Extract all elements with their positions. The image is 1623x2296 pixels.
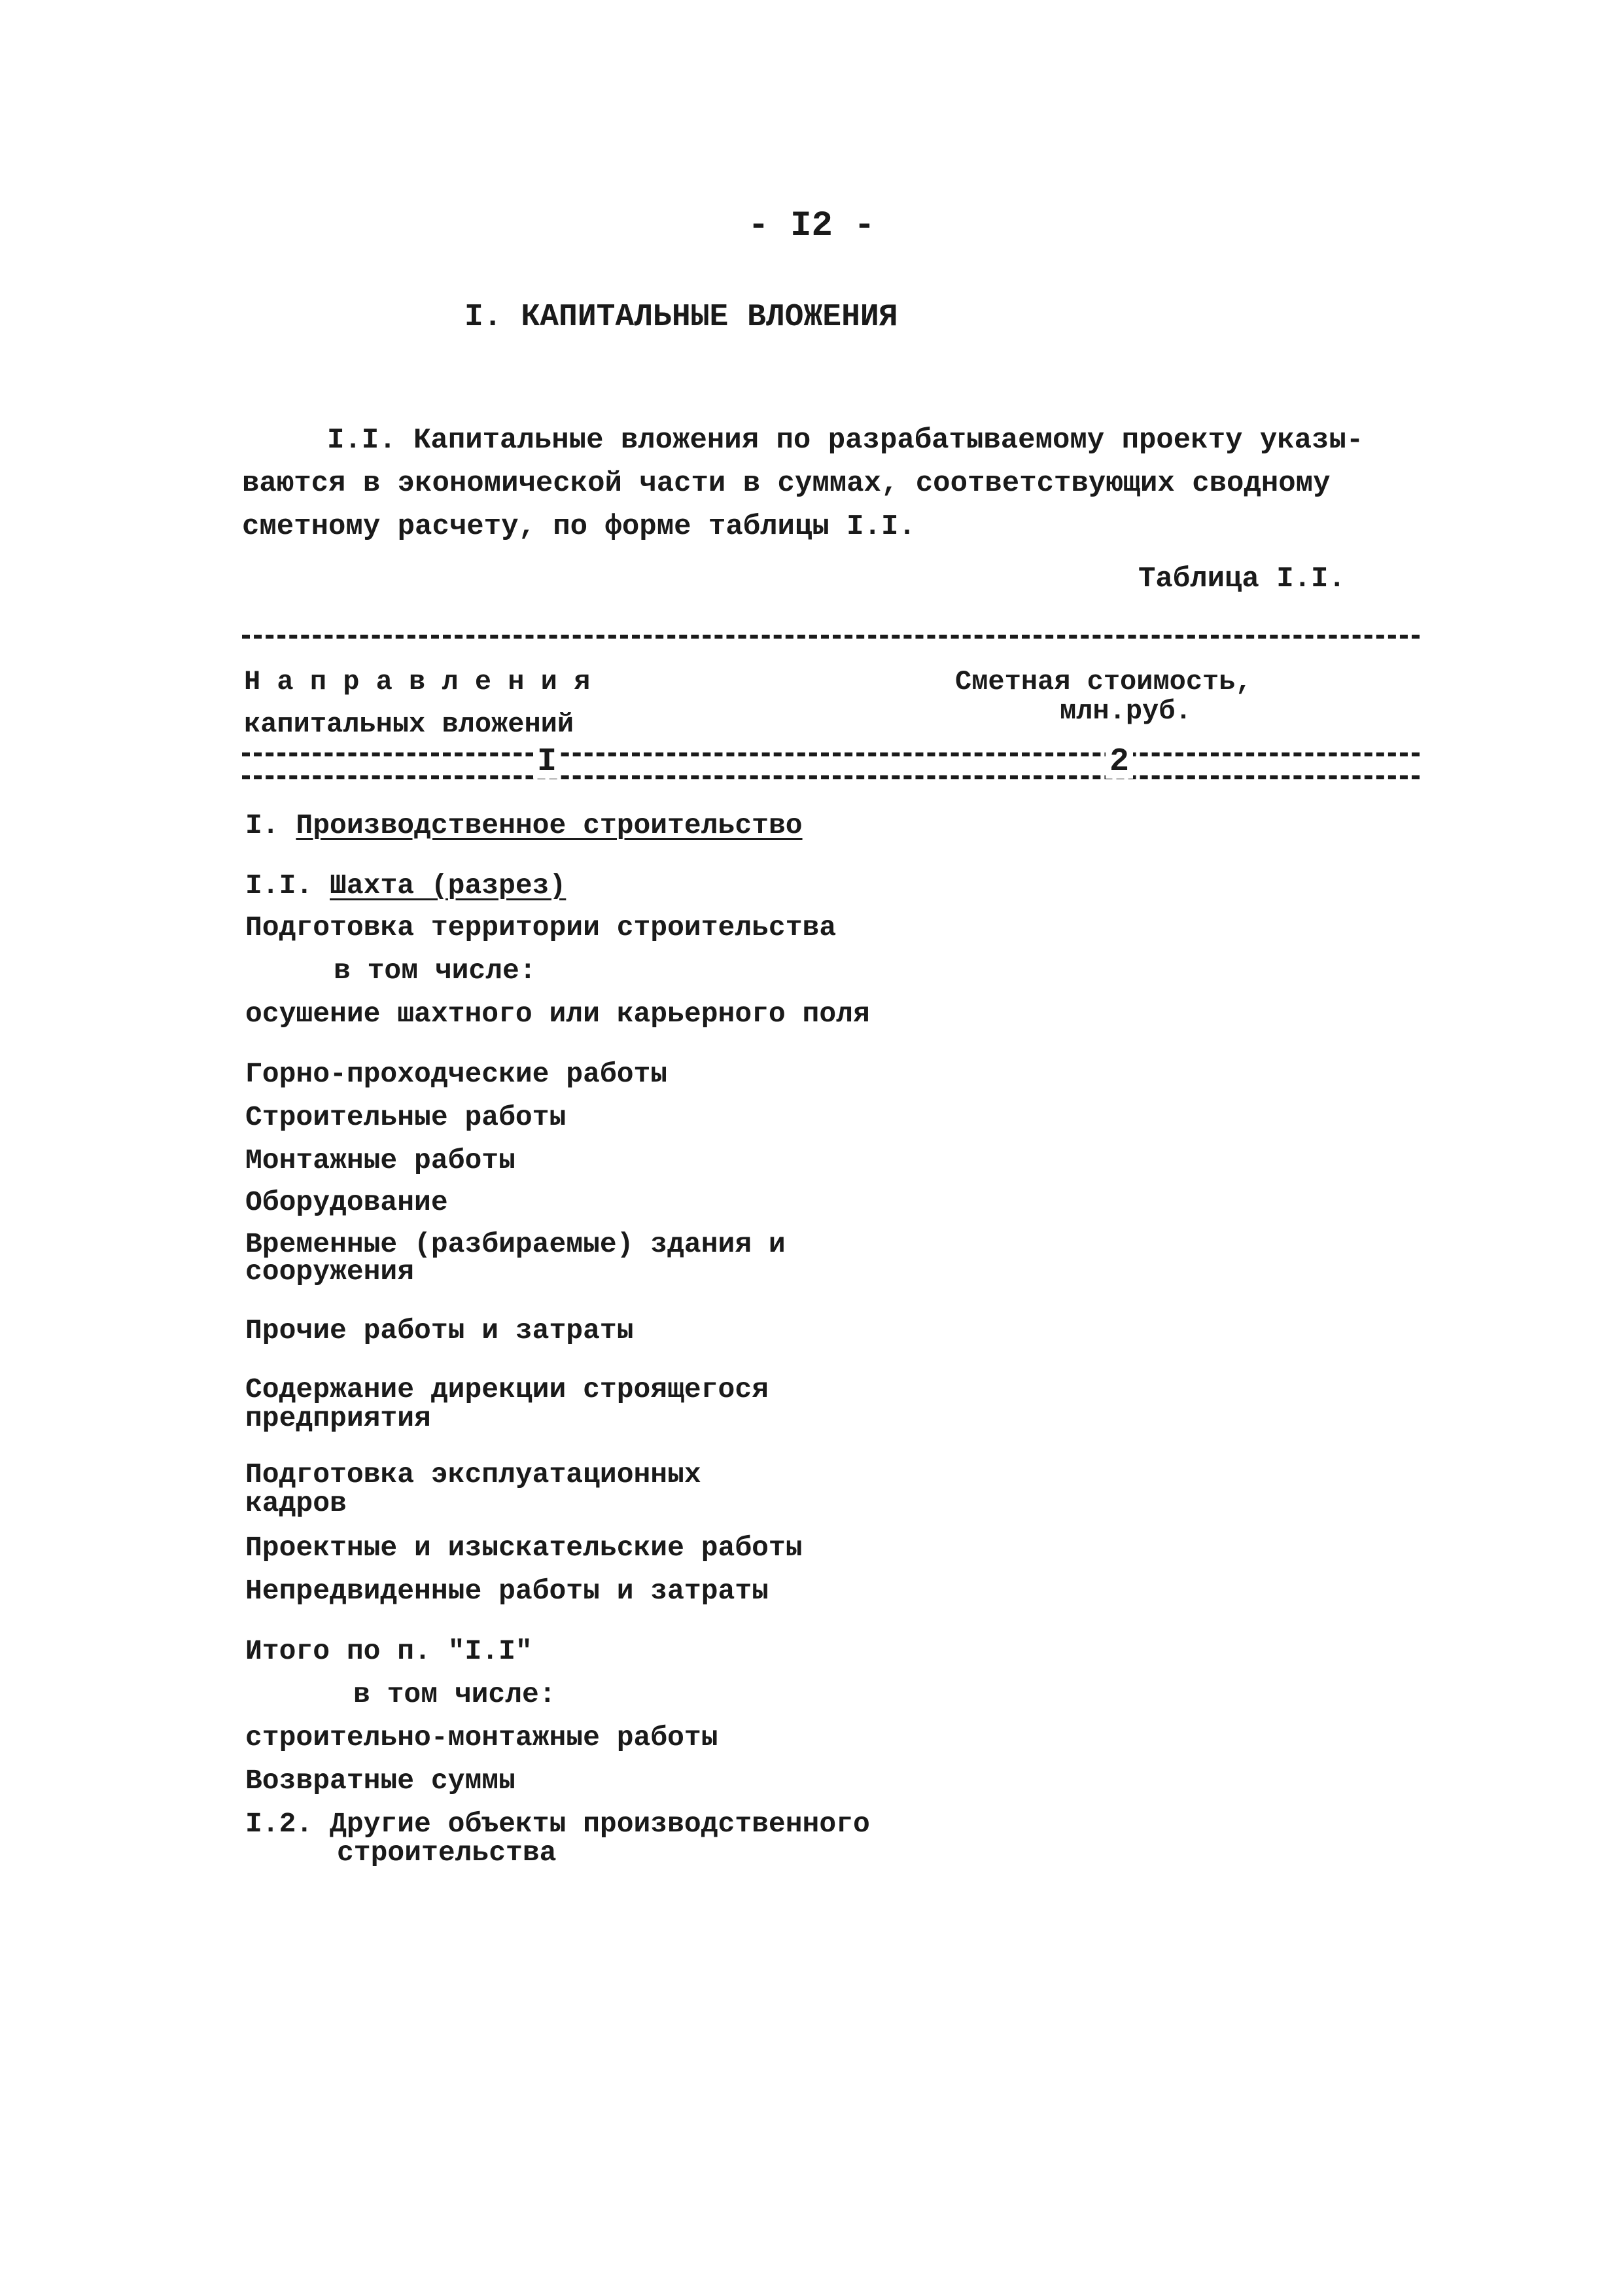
paragraph-line-2: ваются в экономической части в суммах, соответствующих сводному (242, 467, 1331, 500)
table-header-rule-1 (242, 752, 1420, 756)
paragraph-line-1: I.I. Капитальные вложения по разрабатываемому проекту указы- (327, 424, 1364, 457)
table-row: строительно-монтажные работы (245, 1722, 718, 1754)
table-row: Проектные и изыскательские работы (245, 1532, 803, 1564)
table-row-continuation: сооружения (245, 1256, 415, 1288)
table-row: в том числе: (353, 1678, 556, 1710)
table-row: Монтажные работы (245, 1144, 515, 1176)
table-row: Оборудование (245, 1186, 448, 1218)
table-row-continuation: кадров (245, 1487, 347, 1519)
table-row (245, 810, 803, 841)
paragraph-line-3: сметному расчету, по форме таблицы I.I. (242, 510, 916, 543)
table-row-continuation: предприятия (245, 1402, 431, 1434)
header-col2-line1: Сметная стоимость, (955, 666, 1252, 698)
header-col2-line2: млн.руб. (1060, 696, 1192, 727)
row-number: I.I. (245, 870, 330, 902)
table-row: Содержание дирекции строящегося (245, 1373, 769, 1405)
column-number-2: 2 (1106, 746, 1133, 779)
table-row: Строительные работы (245, 1101, 567, 1133)
table-row: I.2. Другие объекты производственного (245, 1808, 870, 1840)
table-row: Подготовка территории строительства (245, 911, 837, 944)
table-row: Подготовка эксплуатационных (245, 1458, 701, 1491)
table-caption: Таблица I.I. (1138, 563, 1346, 595)
table-row: Непредвиденные работы и затраты (245, 1575, 769, 1607)
row-number: I. (245, 809, 296, 841)
table-row: осушение шахтного или карьерного поля (245, 998, 870, 1030)
table-header-rule-2 (242, 775, 1420, 779)
table-row: Итого по п. "I.I" (245, 1635, 532, 1667)
page-number: - I2 - (748, 206, 875, 246)
table-row: Временные (разбираемые) здания и (245, 1228, 786, 1260)
row-label: Производственное строительство (296, 809, 803, 841)
table-top-rule (242, 635, 1420, 639)
table-row: Прочие работы и затраты (245, 1315, 634, 1347)
table-row: Горно-проходческие работы (245, 1058, 668, 1090)
column-number-1: I (533, 746, 561, 779)
header-col1-line2: капитальных вложений (244, 709, 574, 740)
table-row: Возвратные суммы (245, 1765, 515, 1797)
header-col1-line1: Н а п р а в л е н и я (244, 666, 591, 698)
section-title: I. КАПИТАЛЬНЫЕ ВЛОЖЕНИЯ (464, 300, 898, 335)
table-row (245, 870, 566, 902)
row-label: Шахта (разрез) (330, 870, 567, 902)
table-row-continuation: строительства (337, 1837, 557, 1869)
table-row: в том числе: (334, 955, 536, 987)
